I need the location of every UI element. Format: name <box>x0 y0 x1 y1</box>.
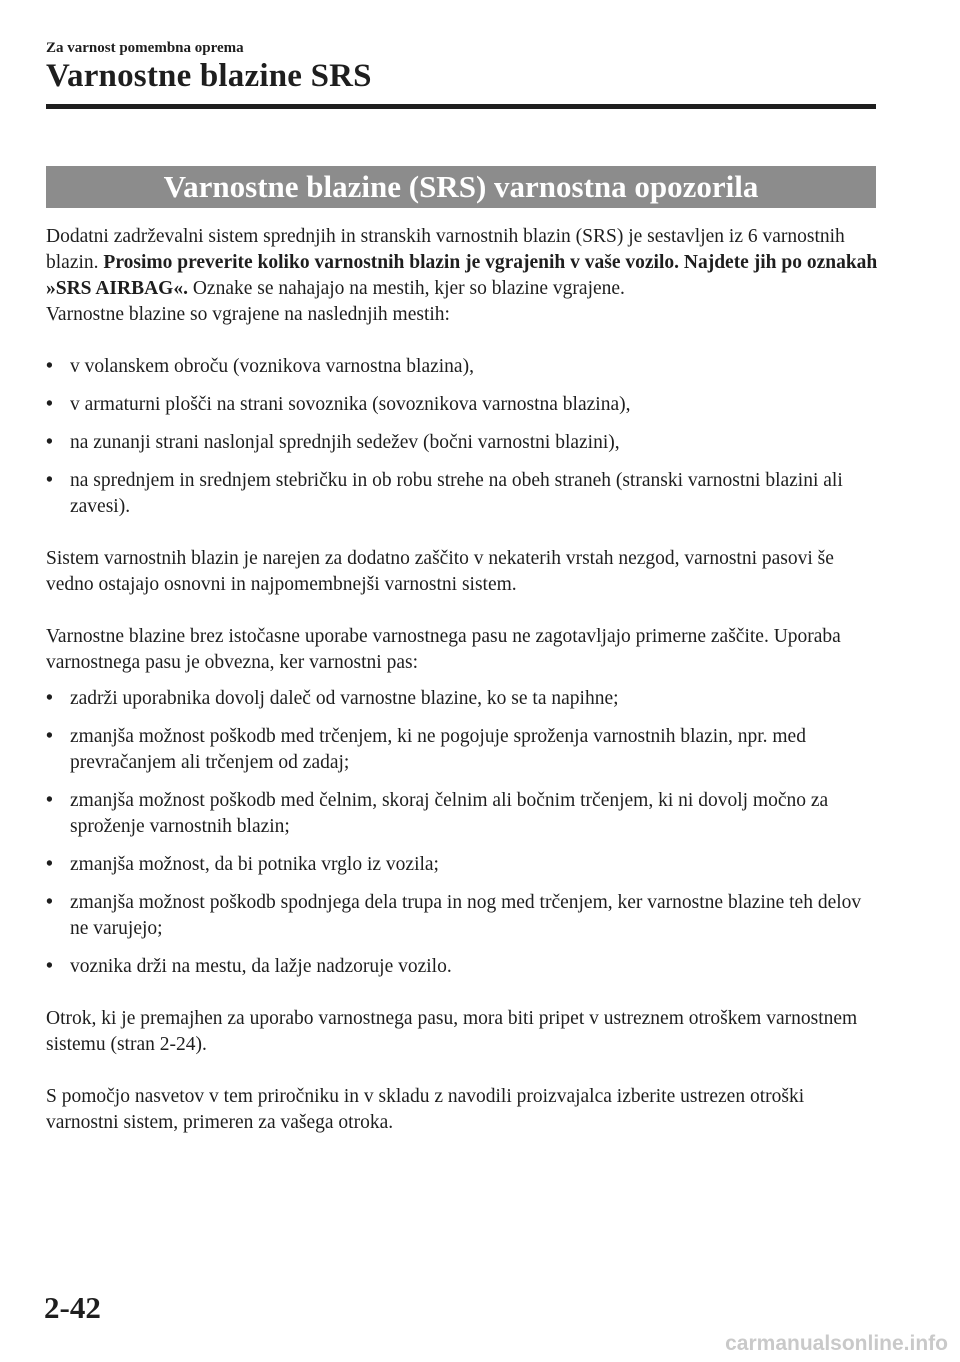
main-content <box>46 224 880 1136</box>
intro-bold-note: Prosimo preverite koliko varnostnih blazin je vgrajenih v vaše vozilo. Najdete jih po oznakah »SRS AIRBAG«. <box>46 252 878 299</box>
bullet-icon: • <box>46 956 53 977</box>
list-item: • zmanjša možnost poškodb spodnjega dela trupa in nog med trčenjem, ker varnostne blazine teh delov ne varujejo; <box>46 892 862 939</box>
title-divider <box>46 104 876 109</box>
intro-sentence-2: Oznake se nahajajo na mestih, kjer so blazine vgrajene. <box>192 278 625 299</box>
bullet-icon: • <box>46 790 53 811</box>
watermark: carmanualsonline.info <box>725 1332 948 1355</box>
list-item: • na sprednjem in srednjem stebričku in ob robu strehe na obeh straneh (stranski varnostni blazini ali zavesi). <box>46 470 843 517</box>
bullet-icon: • <box>46 394 53 415</box>
bullet-icon: • <box>46 470 53 491</box>
list-item: • zmanjša možnost poškodb med čelnim, skoraj čelnim ali bočnim trčenjem, ki ni dovolj močno za sproženje varnostnih blazin; <box>46 790 829 837</box>
list-item: • v volanskem obroču (voznikova varnostna blazina), <box>46 354 880 380</box>
list-item: • voznika drži na mestu, da lažje nadzoruje vozilo. <box>46 954 880 980</box>
intro-sentence: Dodatni zadrževalni sistem sprednjih in stranskih varnostnih blazin (SRS) je sestavljen iz 6 varnostnih blazin. <box>46 226 845 273</box>
section-banner: Varnostne blazine (SRS) varnostna opozorila <box>46 166 876 208</box>
bullet-icon: • <box>46 432 53 453</box>
section-label: Za varnost pomembna oprema <box>46 40 244 56</box>
list-item: • v armaturni plošči na strani sovoznika (sovoznikova varnostna blazina), <box>46 392 880 418</box>
page-number: 2-42 <box>44 1290 101 1325</box>
intro-paragraph <box>46 224 880 302</box>
bullet-icon: • <box>46 854 53 875</box>
advice-paragraph: S pomočjo nasvetov v tem priročniku in v skladu z navodili proizvajalca izberite ustrezen otroški varnostni sistem, primeren za vašega otroka. <box>46 1086 805 1133</box>
bullet-icon: • <box>46 726 53 747</box>
list-item: • zadrži uporabnika dovolj daleč od varnostne blazine, ko se ta napihne; <box>46 686 880 712</box>
locations-lead: Varnostne blazine so vgrajene na naslednjih mestih: <box>46 304 450 325</box>
child-paragraph: Otrok, ki je premajhen za uporabo varnostnega pasu, mora biti pripet v ustreznem otroškem varnostnem sistemu (stran 2-24). <box>46 1008 858 1055</box>
bullet-icon: • <box>46 892 53 913</box>
airbag-locations-list <box>46 354 880 520</box>
list-item: • zmanjša možnost poškodb med trčenjem, ki ne pogojuje sproženja varnostnih blazin, npr. med prevračanjem ali trčenjem od zadaj; <box>46 726 806 773</box>
bullet-icon: • <box>46 688 53 709</box>
bullet-icon: • <box>46 356 53 377</box>
list-item: • zmanjša možnost, da bi potnika vrglo iz vozila; <box>46 852 880 878</box>
list-item: • na zunanji strani naslonjal sprednjih sedežev (bočni varnostni blazini), <box>46 430 880 456</box>
belt-paragraph: Varnostne blazine brez istočasne uporabe varnostnega pasu ne zagotavljajo primerne zaščite. Uporaba varnostnega pasu je obvezna, ker varnostni pas: <box>46 626 841 673</box>
belt-benefits-list <box>46 686 880 980</box>
system-paragraph: Sistem varnostnih blazin je narejen za dodatno zaščito v nekaterih vrstah nezgod, varnostni pasovi še vedno ostajajo osnovni in najpomembnejši varnostni sistem. <box>46 548 834 595</box>
page-title: Varnostne blazine SRS <box>46 58 372 94</box>
